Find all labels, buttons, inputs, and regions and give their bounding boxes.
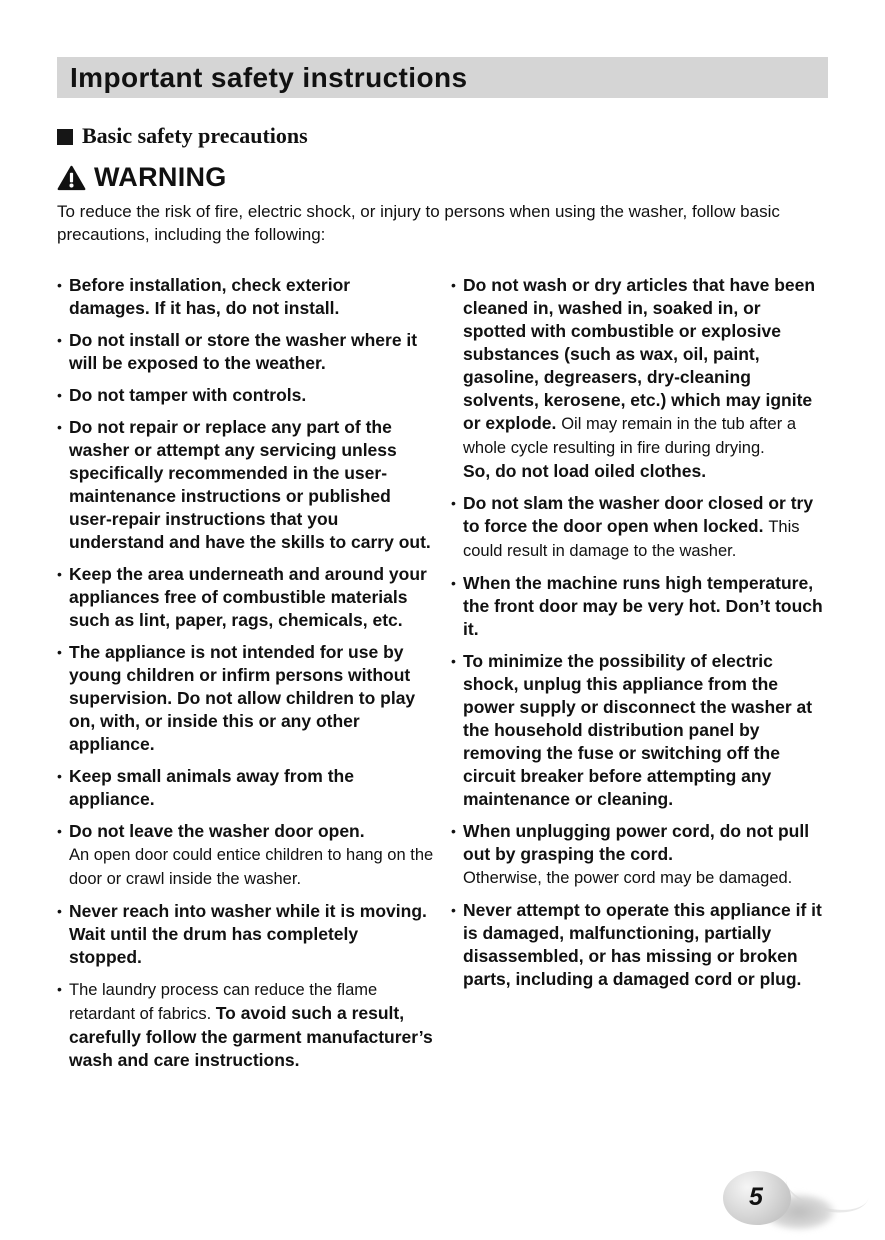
safety-instruction-item [57, 820, 434, 891]
page-number-area [715, 1168, 845, 1234]
section-heading-label: Basic safety precautions [82, 123, 308, 148]
page-number: 5 [749, 1182, 763, 1211]
warning-triangle-icon [57, 165, 86, 191]
page-header-bar [57, 57, 828, 98]
section-heading [57, 123, 828, 149]
bullet-icon: • [451, 277, 456, 293]
instruction-text: Before installation, check exterior damages. If it has, do not install. [69, 275, 351, 318]
instruction-text: Never reach into washer while it is moving. Wait until the drum has completely stopped. [69, 901, 427, 967]
bullet-icon: • [451, 495, 456, 511]
bullet-icon: • [57, 419, 62, 435]
instructions-columns [57, 274, 828, 1081]
instruction-text: Keep the area underneath and around your appliances free of combustible materials such as lint, paper, rags, chemicals, etc. [69, 564, 427, 630]
black-square-icon [57, 129, 73, 145]
bullet-icon: • [57, 768, 62, 784]
page-title: Important safety instructions [70, 61, 468, 93]
safety-instruction-item [451, 820, 828, 890]
bullet-icon: • [57, 981, 62, 997]
bullet-icon: • [57, 644, 62, 660]
bullet-icon: • [57, 277, 62, 293]
instruction-text: Do not tamper with controls. [69, 385, 307, 405]
safety-instruction-item [451, 572, 828, 641]
instruction-text: The appliance is not intended for use by young children or infirm persons without supervision. Do not allow children to play on, with, or inside this or any other appliance. [69, 642, 416, 754]
instruction-text: The laundry process can reduce the flame retardant of fabrics. To avoid such a result, carefully follow the garment manufacturer’s wash and care instructions. [69, 981, 433, 1070]
instruction-text: When the machine runs high temperature, the front door may be very hot. Don’t touch it. [463, 573, 823, 639]
safety-instruction-item [57, 978, 434, 1072]
bullet-icon: • [57, 332, 62, 348]
safety-instruction-item [451, 650, 828, 811]
bullet-icon: • [451, 575, 456, 591]
instruction-text: To minimize the possibility of electric shock, unplug this appliance from the power supply or disconnect the washer at the household distribution panel by removing the fuse or switching off the circuit breaker before attempting any maintenance or cleaning. [463, 651, 813, 809]
warning-label: WARNING [94, 162, 227, 192]
bullet-icon: • [57, 903, 62, 919]
safety-instruction-item [57, 274, 434, 320]
instructions-column-right [451, 274, 828, 1081]
instruction-text: Do not repair or replace any part of the washer or attempt any servicing unless specifically recommended in the user-maintenance instructions or published user-repair instructions that you understand and have the skills to carry out. [69, 417, 431, 552]
safety-instruction-item [57, 563, 434, 632]
instruction-text: When unplugging power cord, do not pull out by grasping the cord. Otherwise, the power cord may be damaged. [463, 821, 810, 887]
instruction-text: Do not install or store the washer where it will be exposed to the weather. [69, 330, 418, 373]
bullet-icon: • [451, 902, 456, 918]
bullet-icon: • [57, 566, 62, 582]
bullet-icon: • [57, 387, 62, 403]
safety-instruction-item [57, 641, 434, 756]
safety-instruction-item [57, 765, 434, 811]
warning-intro-text: To reduce the risk of fire, electric shock, or injury to persons when using the washer, follow basic precautions, including the following: [57, 202, 780, 244]
instruction-text: Do not wash or dry articles that have been cleaned in, washed in, soaked in, or spotted with combustible or explosive substances (such as wax, oil, paint, gasoline, degreasers, dry-cleaning solvents, kerosene, etc.) which may ignite or explode. Oil may remain in the tub after a whole cycle resulting in fire during drying. So, do not load oiled clothes. [463, 275, 816, 481]
safety-instruction-item [57, 416, 434, 554]
instruction-text: Do not leave the washer door open. An open door could entice children to hang on the door or crawl inside the washer. [69, 821, 434, 888]
warning-heading [57, 162, 828, 193]
bullet-icon: • [57, 823, 62, 839]
bullet-icon: • [451, 823, 456, 839]
instruction-text: Never attempt to operate this appliance if it is damaged, malfunctioning, partially disassembled, or has missing or broken parts, including a damaged cord or plug. [463, 900, 822, 989]
page-number-badge [723, 1171, 791, 1225]
safety-instruction-item [57, 900, 434, 969]
safety-instruction-item [451, 492, 828, 563]
bullet-icon: • [451, 653, 456, 669]
instruction-text: Do not slam the washer door closed or try to force the door open when locked. This could result in damage to the washer. [463, 493, 814, 560]
safety-instruction-item [451, 899, 828, 991]
safety-instruction-item [57, 329, 434, 375]
instruction-text: Keep small animals away from the appliance. [69, 766, 354, 809]
safety-instruction-item [451, 274, 828, 483]
instructions-column-left [57, 274, 434, 1081]
safety-instruction-item [57, 384, 434, 407]
